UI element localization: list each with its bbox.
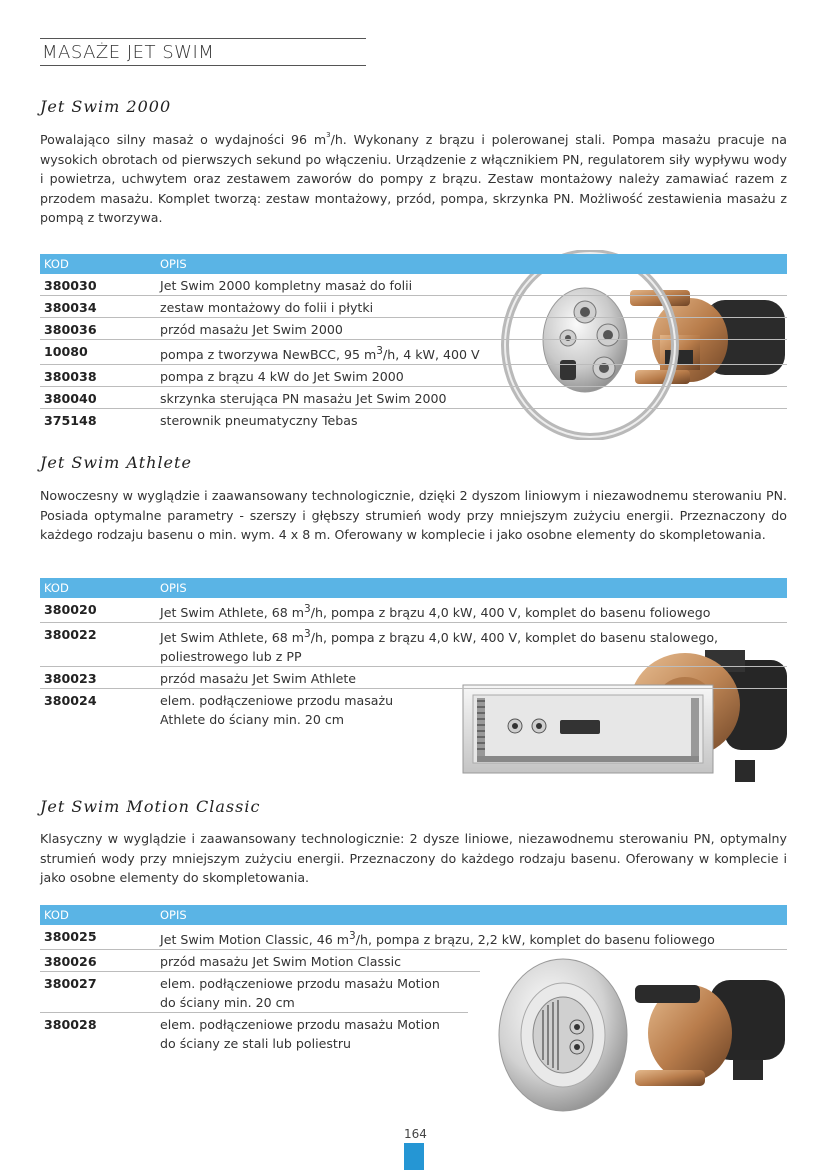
page-number: 164 <box>404 1127 427 1141</box>
product-code: 380036 <box>44 322 97 337</box>
table-header <box>40 905 787 925</box>
product-description: przód masażu Jet Swim 2000 <box>160 322 343 337</box>
product-code: 375148 <box>44 413 97 429</box>
product-code: 380020 <box>44 602 97 617</box>
column-header-description: OPIS <box>160 581 187 595</box>
product-description: Jet Swim 2000 kompletny masaż do folii <box>160 278 413 293</box>
table-row <box>40 365 787 387</box>
table-row <box>40 318 787 340</box>
table-row <box>40 623 787 667</box>
section-description-jet-swim-athlete: Nowoczesny w wyglądzie i zaawansowany technologicznie, dzięki 2 dyszom liniowym i niezawodnemu sterowaniu PN. Posiada optymalne parametry - szerszy i głębszy strumień wody przy mniejszym zużyciu energii. Przeznaczony do każdego rodzaju basenu o min. wym. 4 x 8 m. Oferowany w komplecie i jako osobne elementy do skompletowania. <box>40 488 787 542</box>
column-header-code: KOD <box>44 257 69 271</box>
section-description-jet-swim-motion-classic: Klasyczny w wyglądzie i zaawansowany technologicznie: 2 dysze liniowe, niezawodnemu sterowaniu PN, optymalny strumień wody przy mniejszym zużyciu energii. Przeznaczony do każdego rodzaju basenu. Oferowany w komplecie i jako osobne elementy do skompletowania. <box>40 831 787 885</box>
product-description <box>158 927 787 949</box>
product-code: 380022 <box>44 627 97 643</box>
product-description <box>158 974 468 1012</box>
table-row <box>40 925 787 950</box>
desc-text: elem. podłączeniowe przodu masażu Motion <box>160 976 440 992</box>
table-row <box>40 689 787 729</box>
desc-text-line2: do ściany min. 20 cm <box>160 995 295 1011</box>
desc-text: /h, pompa z brązu 4,0 kW, 400 V, komplet do basenu stalowego, <box>310 630 719 646</box>
table-row <box>40 950 480 972</box>
desc-text: pompa z tworzywa NewBCC, 95 m <box>160 347 377 363</box>
table-row <box>40 1013 787 1053</box>
header-rule-bottom <box>40 65 366 66</box>
para-sup: 3 <box>326 131 331 139</box>
desc-text: Jet Swim Athlete, 68 m <box>160 630 305 646</box>
table-row <box>40 387 787 409</box>
product-description: skrzynka sterująca PN masażu Jet Swim 2000 <box>160 391 447 407</box>
column-header-description: OPIS <box>160 257 187 271</box>
product-description <box>158 691 787 729</box>
product-code: 380030 <box>44 278 97 293</box>
table-row <box>40 667 787 689</box>
product-code: 380040 <box>44 391 97 407</box>
product-code: 380027 <box>44 976 97 992</box>
desc-text-line2: do ściany ze stali lub poliestru <box>160 1036 352 1052</box>
desc-text: /h, 4 kW, 400 V <box>382 347 480 363</box>
product-code: 380038 <box>44 369 97 385</box>
desc-sup: 3 <box>304 628 311 641</box>
desc-text: elem. podłączeniowe przodu masażu <box>160 693 394 709</box>
product-code: 380025 <box>44 929 97 944</box>
product-code: 380034 <box>44 300 97 315</box>
product-code: 380024 <box>44 693 97 709</box>
product-table-jet-swim-athlete <box>40 578 787 729</box>
desc-text: elem. podłączeniowe przodu masażu Motion <box>160 1017 440 1033</box>
product-description: sterownik pneumatyczny Tebas <box>160 413 358 429</box>
product-description: przód masażu Jet Swim Motion Classic <box>160 954 402 970</box>
table-row <box>40 409 787 431</box>
section-description-jet-swim-2000 <box>40 130 787 228</box>
desc-sup: 3 <box>349 930 356 942</box>
product-table-jet-swim-2000 <box>40 254 787 431</box>
para-text: /h. Wykonany z brązu i polerowanej stali. Pompa masażu pracuje na wysokich obrotach od pierwszych sekund po włączeniu. Urządzenie z włącznikiem PN, regulatorem siły wypływu wody i powietrza, uchwytem oraz zestawem zaworów do pompy z brązu. Zestaw montażowy należy zamawiać razem z przodem masażu. Komplet tworzą: zestaw montażowy, przód, pompa, skrzynka PN. Możliwość zestawienia masażu z pompą z tworzywa. <box>40 132 787 225</box>
section-title-jet-swim-athlete: Jet Swim Athlete <box>40 453 192 472</box>
product-description: przód masażu Jet Swim Athlete <box>160 671 357 687</box>
table-row <box>40 972 468 1013</box>
product-description <box>158 1015 787 1053</box>
product-code: 380026 <box>44 954 97 970</box>
table-row <box>40 274 787 296</box>
column-header-code: KOD <box>44 908 69 922</box>
product-description <box>158 600 787 622</box>
product-description <box>158 625 787 666</box>
product-code: 380023 <box>44 671 97 687</box>
para-text: Powalająco silny masaż o wydajności 96 m <box>40 132 327 147</box>
desc-text-line2: poliestrowego lub z PP <box>160 649 302 665</box>
page-title: MASAŻE JET SWIM <box>42 42 215 63</box>
table-header <box>40 254 787 274</box>
table-row <box>40 340 787 365</box>
table-row <box>40 296 787 318</box>
column-header-code: KOD <box>44 581 69 595</box>
product-code: 380028 <box>44 1017 97 1033</box>
table-row <box>40 598 787 623</box>
page-header <box>40 38 366 66</box>
desc-text: Jet Swim Athlete, 68 m <box>160 605 305 621</box>
product-code: 10080 <box>44 344 88 359</box>
table-header <box>40 578 787 598</box>
product-description: pompa z brązu 4 kW do Jet Swim 2000 <box>160 369 404 385</box>
section-title-jet-swim-motion-classic: Jet Swim Motion Classic <box>40 797 261 816</box>
page-tab-marker <box>404 1143 424 1170</box>
desc-text: Jet Swim Motion Classic, 46 m <box>160 932 350 948</box>
product-table-jet-swim-motion-classic <box>40 905 787 1053</box>
desc-text-line2: Athlete do ściany min. 20 cm <box>160 712 345 728</box>
desc-text: /h, pompa z brązu, 2,2 kW, komplet do basenu foliowego <box>355 932 715 948</box>
product-description: zestaw montażowy do folii i płytki <box>160 300 374 315</box>
column-header-description: OPIS <box>160 908 187 922</box>
desc-text: /h, pompa z brązu 4,0 kW, 400 V, komplet do basenu foliowego <box>310 605 711 621</box>
section-title-jet-swim-2000: Jet Swim 2000 <box>40 97 172 116</box>
product-description <box>158 342 787 364</box>
desc-sup: 3 <box>376 345 383 357</box>
desc-sup: 3 <box>304 603 311 615</box>
